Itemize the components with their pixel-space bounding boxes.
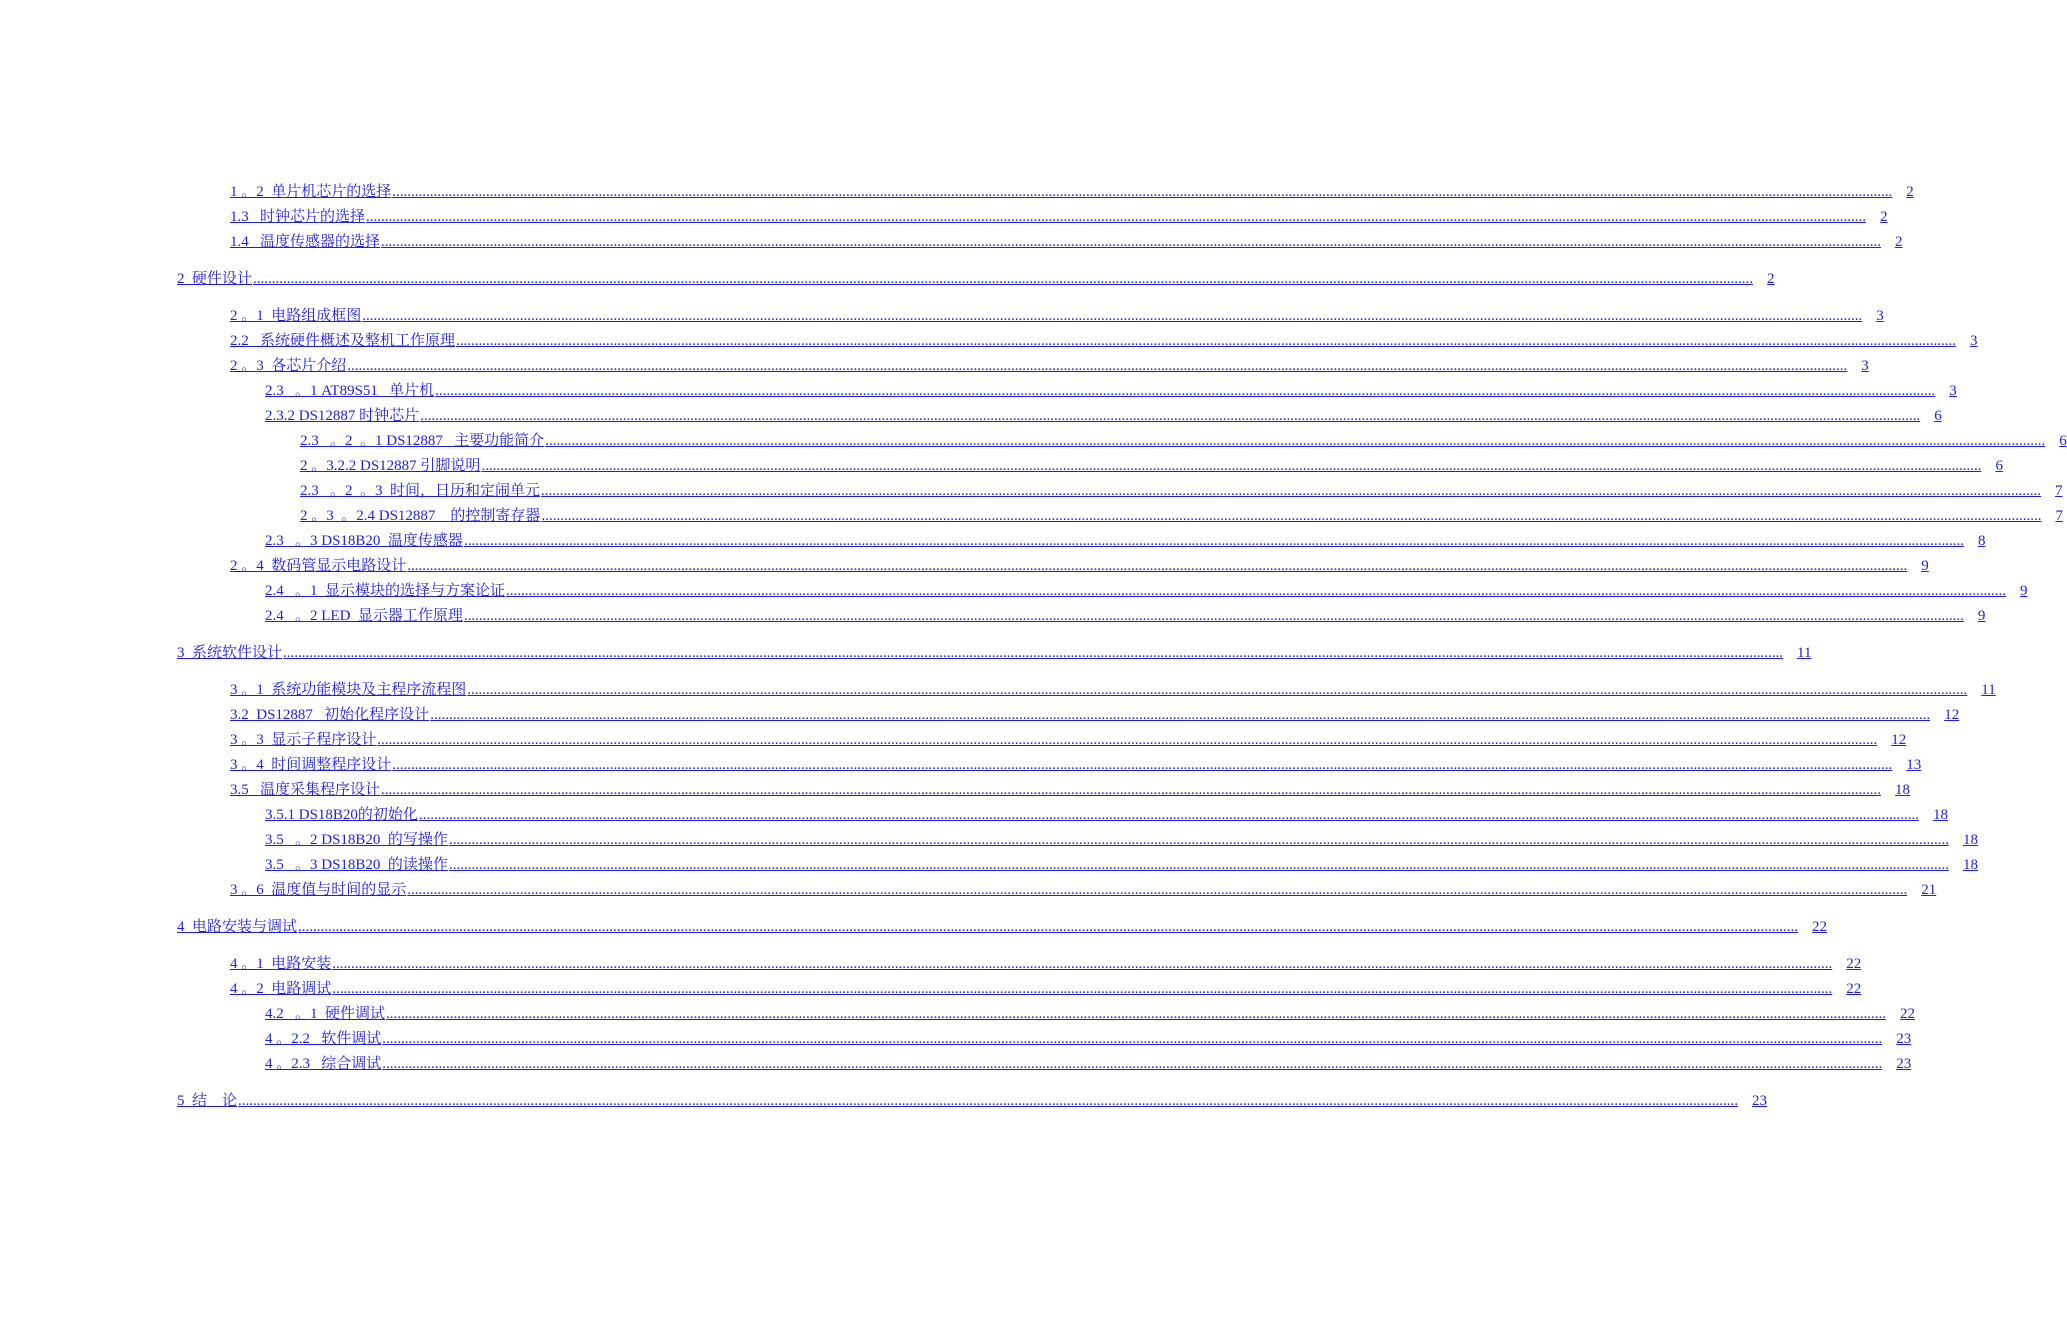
toc-entry[interactable] — [265, 375, 1957, 400]
toc-entry[interactable] — [265, 525, 1986, 550]
toc-entry[interactable] — [265, 849, 1978, 874]
toc-entry-label: 3 。1 系统功能模块及主程序流程图 — [230, 682, 467, 698]
toc-entry-label: 4 。1 电路安装 — [230, 956, 332, 972]
toc-dot-leader: ................................................................................................................................................................................................................................................................................................................................................................................................................ — [481, 458, 1982, 474]
toc-page-number: 2 — [1895, 234, 1903, 250]
toc-entry[interactable] — [230, 973, 1862, 998]
toc-page-number: 9 — [2020, 583, 2028, 599]
toc-entry[interactable] — [230, 724, 1907, 749]
toc-dot-leader: ................................................................................................................................................................................................................................................................................................................................................................................................................ — [407, 882, 1908, 898]
toc-entry[interactable] — [230, 674, 1996, 699]
toc-entry-label: 1.3 时钟芯片的选择 — [230, 209, 366, 225]
toc-entry-label: 3 。4 时间调整程序设计 — [230, 757, 392, 773]
toc-dot-leader: ................................................................................................................................................................................................................................................................................................................................................................................................................ — [332, 981, 1833, 997]
toc-dot-leader: ................................................................................................................................................................................................................................................................................................................................................................................................................ — [298, 919, 1799, 935]
toc-entry[interactable] — [230, 774, 1911, 799]
toc-page-number: 22 — [1900, 1006, 1916, 1022]
toc-entry[interactable] — [265, 600, 1986, 625]
toc-page-number: 6 — [1995, 458, 2003, 474]
toc-entry-label: 2.3.2 DS12887 时钟芯片 — [265, 408, 420, 424]
toc-entry-label: 5 结 论 — [177, 1093, 238, 1109]
toc-entry-label: 3 。6 温度值与时间的显示 — [230, 882, 407, 898]
toc-entry[interactable] — [230, 874, 1937, 899]
toc-entry-label: 2.3 。2 。3 时间，日历和定闹单元 — [300, 483, 541, 499]
toc-page-number: 18 — [1932, 807, 1948, 823]
toc-dot-leader: ................................................................................................................................................................................................................................................................................................................................................................................................................ — [448, 857, 1949, 873]
table-of-contents — [0, 176, 2067, 1110]
toc-page-number: 12 — [1944, 707, 1960, 723]
toc-dot-leader: ................................................................................................................................................................................................................................................................................................................................................................................................................ — [463, 608, 1964, 624]
toc-entry-label: 3.5 。3 DS18B20 的读操作 — [265, 857, 448, 873]
toc-page-number: 23 — [1752, 1093, 1768, 1109]
toc-dot-leader: ................................................................................................................................................................................................................................................................................................................................................................................................................ — [456, 333, 1957, 349]
toc-page-number: 8 — [1977, 533, 1986, 549]
toc-dot-leader: ................................................................................................................................................................................................................................................................................................................................................................................................................ — [448, 832, 1949, 848]
toc-entry-label: 4 。2.3 综合调试 — [265, 1056, 382, 1072]
toc-entry[interactable] — [177, 911, 1828, 936]
toc-dot-leader: ................................................................................................................................................................................................................................................................................................................................................................................................................ — [392, 184, 1893, 200]
toc-page-number: 9 — [1921, 558, 1929, 574]
toc-page-number: 22 — [1846, 956, 1862, 972]
toc-entry-label: 2 。4 数码管显示电路设计 — [230, 558, 407, 574]
toc-page-number: 3 — [1970, 333, 1978, 349]
toc-dot-leader: ................................................................................................................................................................................................................................................................................................................................................................................................................ — [386, 1006, 1887, 1022]
toc-page-number: 11 — [1981, 682, 1996, 698]
toc-entry-label: 4 。2.2 软件调试 — [265, 1031, 382, 1047]
toc-entry[interactable] — [300, 475, 2063, 500]
toc-entry[interactable] — [230, 948, 1862, 973]
toc-entry-label: 2 。3 各芯片介绍 — [230, 358, 347, 374]
toc-dot-leader: ................................................................................................................................................................................................................................................................................................................................................................................................................ — [418, 807, 1919, 823]
toc-entry-label: 1.4 温度传感器的选择 — [230, 234, 381, 250]
toc-entry-label: 2 。3.2.2 DS12887 引脚说明 — [300, 458, 481, 474]
toc-entry[interactable] — [265, 799, 1948, 824]
toc-dot-leader: ................................................................................................................................................................................................................................................................................................................................................................................................................ — [420, 408, 1921, 424]
toc-entry[interactable] — [230, 350, 1869, 375]
toc-page-number: 9 — [1977, 608, 1986, 624]
toc-dot-leader: ................................................................................................................................................................................................................................................................................................................................................................................................................ — [362, 308, 1863, 324]
toc-entry-label: 2 。3 。2.4 DS12887 的控制寄存器 — [300, 508, 541, 524]
toc-dot-leader: ................................................................................................................................................................................................................................................................................................................................................................................................................ — [435, 383, 1936, 399]
toc-entry[interactable] — [265, 1048, 1912, 1073]
toc-entry-label: 3.2 DS12887 初始化程序设计 — [230, 707, 430, 723]
toc-page-number: 3 — [1876, 308, 1884, 324]
toc-entry-label: 3 系统软件设计 — [177, 645, 283, 661]
toc-entry-label: 2.3 。3 DS18B20 温度传感器 — [265, 533, 463, 549]
toc-entry[interactable] — [230, 201, 1888, 226]
toc-dot-leader: ................................................................................................................................................................................................................................................................................................................................................................................................................ — [253, 271, 1754, 287]
toc-entry-label: 2.4 。2 LED 显示器工作原理 — [265, 608, 463, 624]
toc-entry[interactable] — [265, 1023, 1912, 1048]
toc-page-number: 3 — [1949, 383, 1957, 399]
toc-page-number: 7 — [2055, 508, 2063, 524]
toc-page-number: 23 — [1896, 1031, 1912, 1047]
toc-entry-label: 3.5 温度采集程序设计 — [230, 782, 381, 798]
toc-entry[interactable] — [230, 699, 1960, 724]
toc-dot-leader: ................................................................................................................................................................................................................................................................................................................................................................................................................ — [467, 682, 1968, 698]
toc-dot-leader: ................................................................................................................................................................................................................................................................................................................................................................................................................ — [347, 358, 1848, 374]
toc-dot-leader: ................................................................................................................................................................................................................................................................................................................................................................................................................ — [407, 558, 1908, 574]
toc-entry-label: 3.5.1 DS18B20的初始化 — [265, 807, 418, 823]
toc-entry-label: 2.2 系统硬件概述及整机工作原理 — [230, 333, 456, 349]
toc-entry-label: 4 电路安装与调试 — [177, 919, 298, 935]
toc-entry-label: 1 。2 单片机芯片的选择 — [230, 184, 392, 200]
toc-entry-label: 2 。1 电路组成框图 — [230, 308, 362, 324]
toc-entry[interactable] — [265, 575, 2028, 600]
toc-page-number: 22 — [1812, 919, 1828, 935]
toc-dot-leader: ................................................................................................................................................................................................................................................................................................................................................................................................................ — [238, 1093, 1739, 1109]
toc-entry-label: 2.3 。2 。1 DS12887 主要功能简介 — [300, 433, 545, 449]
toc-dot-leader: ................................................................................................................................................................................................................................................................................................................................................................................................................ — [283, 645, 1784, 661]
toc-page-number: 18 — [1895, 782, 1911, 798]
toc-entry-label: 2.3 。1 AT89S51 单片机 — [265, 383, 435, 399]
toc-dot-leader: ................................................................................................................................................................................................................................................................................................................................................................................................................ — [506, 583, 2007, 599]
toc-page-number: 6 — [2059, 433, 2067, 449]
toc-entry-label: 3.5 。2 DS18B20 的写操作 — [265, 832, 448, 848]
toc-entry[interactable] — [230, 176, 1914, 201]
toc-entry[interactable] — [230, 749, 1922, 774]
toc-entry[interactable] — [300, 500, 2063, 525]
toc-dot-leader: ................................................................................................................................................................................................................................................................................................................................................................................................................ — [545, 433, 2046, 449]
toc-entry[interactable] — [265, 824, 1978, 849]
toc-entry[interactable] — [265, 998, 1916, 1023]
toc-entry[interactable] — [230, 550, 1929, 575]
toc-entry[interactable] — [177, 637, 1812, 662]
toc-entry[interactable] — [177, 1085, 1768, 1110]
toc-page-number: 12 — [1891, 732, 1907, 748]
toc-entry[interactable] — [230, 226, 1903, 251]
toc-entry[interactable] — [230, 325, 1978, 350]
toc-dot-leader: ................................................................................................................................................................................................................................................................................................................................................................................................................ — [382, 1031, 1883, 1047]
toc-page-number: 23 — [1896, 1056, 1912, 1072]
toc-page-number: 6 — [1934, 408, 1942, 424]
toc-page-number: 21 — [1921, 882, 1937, 898]
toc-dot-leader: ................................................................................................................................................................................................................................................................................................................................................................................................................ — [430, 707, 1931, 723]
toc-page-number: 3 — [1861, 358, 1869, 374]
toc-dot-leader: ................................................................................................................................................................................................................................................................................................................................................................................................................ — [381, 782, 1882, 798]
toc-page-number: 22 — [1846, 981, 1862, 997]
toc-entry[interactable] — [265, 400, 1942, 425]
toc-entry-label: 2.4 。1 显示模块的选择与方案论证 — [265, 583, 506, 599]
toc-dot-leader: ................................................................................................................................................................................................................................................................................................................................................................................................................ — [541, 483, 2042, 499]
toc-dot-leader: ................................................................................................................................................................................................................................................................................................................................................................................................................ — [377, 732, 1878, 748]
toc-entry[interactable] — [300, 450, 2003, 475]
toc-dot-leader: ................................................................................................................................................................................................................................................................................................................................................................................................................ — [541, 508, 2042, 524]
toc-entry[interactable] — [230, 300, 1884, 325]
toc-entry-label: 4.2 。1 硬件调试 — [265, 1006, 386, 1022]
toc-entry[interactable] — [300, 425, 2067, 450]
toc-page-number: 2 — [1906, 184, 1914, 200]
toc-page-number: 18 — [1962, 832, 1978, 848]
toc-page-number: 11 — [1797, 645, 1812, 661]
toc-dot-leader: ................................................................................................................................................................................................................................................................................................................................................................................................................ — [332, 956, 1833, 972]
toc-dot-leader: ................................................................................................................................................................................................................................................................................................................................................................................................................ — [392, 757, 1893, 773]
toc-entry[interactable] — [177, 263, 1775, 288]
toc-page-number: 2 — [1767, 271, 1775, 287]
toc-page-number: 13 — [1906, 757, 1922, 773]
toc-dot-leader: ................................................................................................................................................................................................................................................................................................................................................................................................................ — [381, 234, 1882, 250]
toc-dot-leader: ................................................................................................................................................................................................................................................................................................................................................................................................................ — [463, 533, 1964, 549]
toc-dot-leader: ................................................................................................................................................................................................................................................................................................................................................................................................................ — [366, 209, 1867, 225]
toc-entry-label: 2 硬件设计 — [177, 271, 253, 287]
toc-entry-label: 3 。3 显示子程序设计 — [230, 732, 377, 748]
toc-page-number: 18 — [1962, 857, 1978, 873]
toc-entry-label: 4 。2 电路调试 — [230, 981, 332, 997]
toc-page-number: 7 — [2055, 483, 2063, 499]
toc-dot-leader: ................................................................................................................................................................................................................................................................................................................................................................................................................ — [382, 1056, 1883, 1072]
toc-page-number: 2 — [1880, 209, 1888, 225]
